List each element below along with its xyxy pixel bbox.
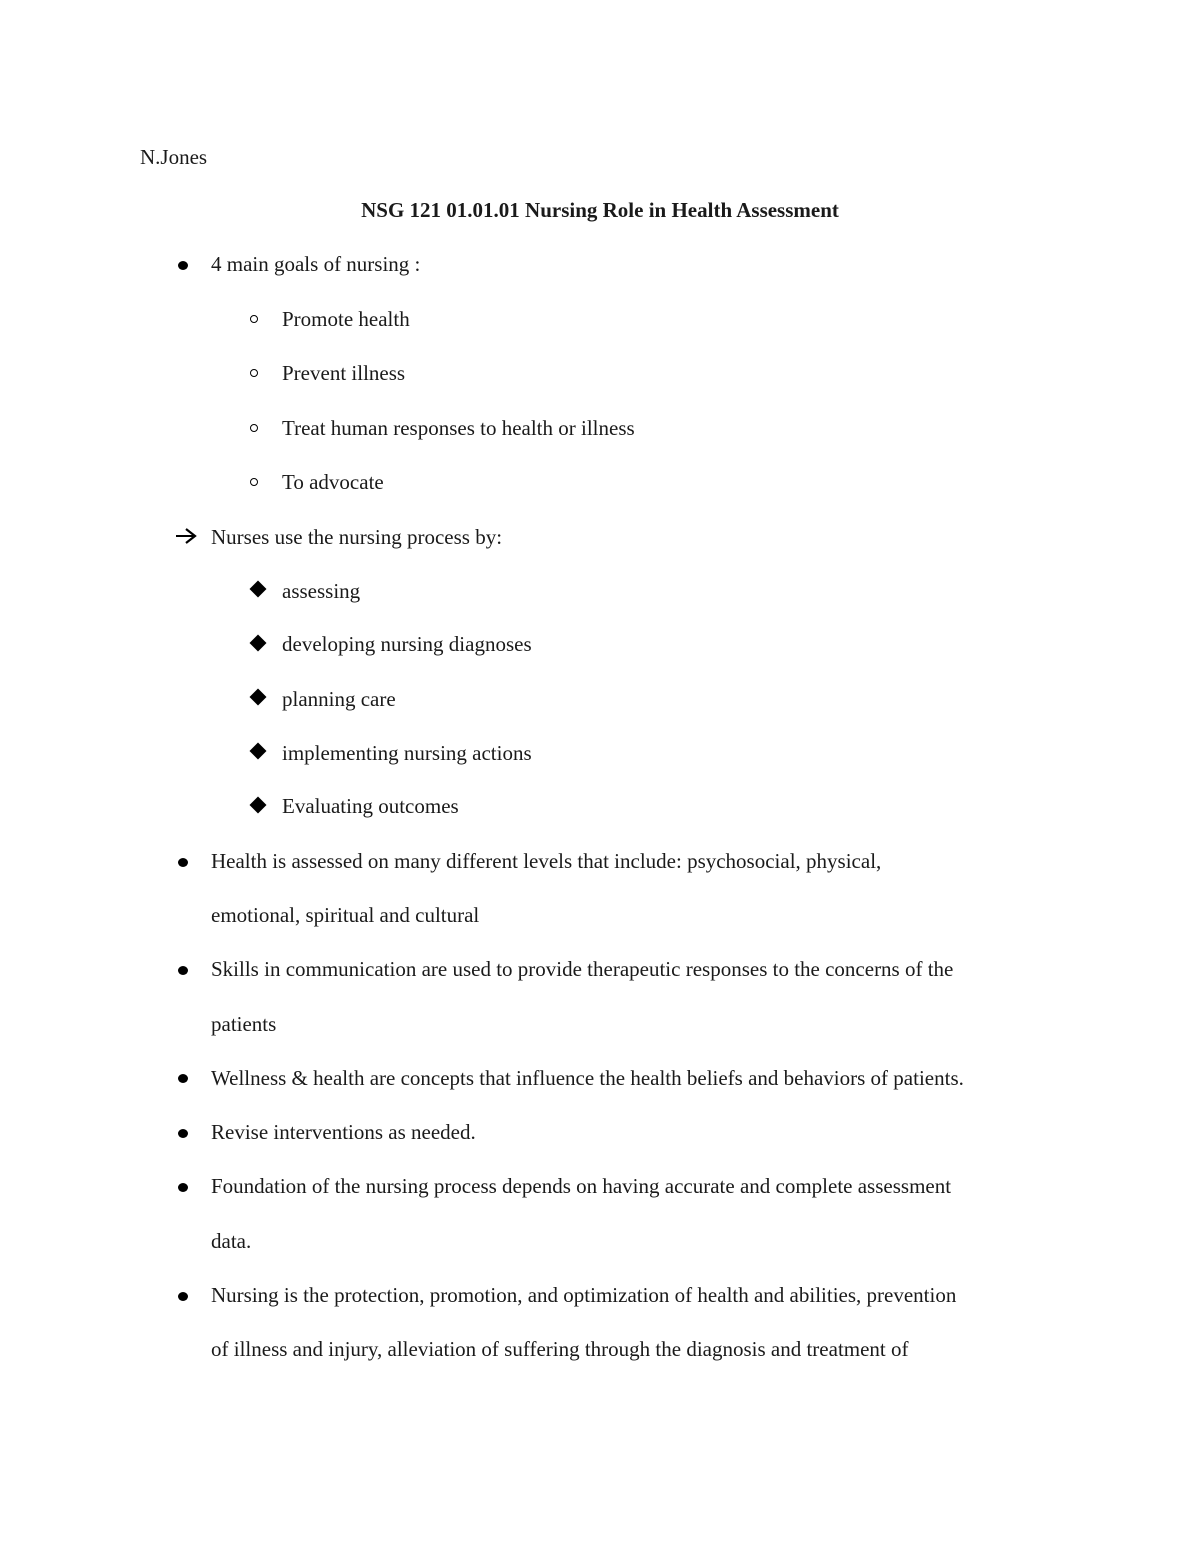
diamond-bullet-icon	[250, 743, 267, 760]
process-item: Evaluating outcomes	[282, 794, 459, 818]
bullet-text-line: Health is assessed on many different levels that include: psychosocial, physical,	[211, 849, 882, 873]
process-intro: Nurses use the nursing process by:	[211, 525, 503, 549]
document-title: NSG 121 01.01.01 Nursing Role in Health Assessment	[361, 198, 839, 222]
goal-item: Promote health	[282, 307, 410, 331]
arrow-right-icon	[175, 528, 199, 544]
bullet-text-line: Revise interventions as needed.	[211, 1120, 476, 1144]
bullet-dot-icon	[178, 1183, 188, 1192]
process-item: planning care	[282, 687, 396, 711]
diamond-bullet-icon	[250, 797, 267, 814]
process-item: developing nursing diagnoses	[282, 632, 532, 656]
hollow-circle-icon	[250, 478, 258, 486]
process-item: implementing nursing actions	[282, 741, 532, 765]
hollow-circle-icon	[250, 315, 258, 323]
hollow-circle-icon	[250, 369, 258, 377]
bullet-text-line: patients	[211, 1012, 277, 1036]
bullet-text-line: emotional, spiritual and cultural	[211, 903, 480, 927]
bullet-dot-icon	[178, 1292, 188, 1301]
diamond-bullet-icon	[250, 635, 267, 652]
hollow-circle-icon	[250, 424, 258, 432]
bullet-text-line: Nursing is the protection, promotion, and optimization of health and abilities, prevention	[211, 1283, 957, 1307]
diamond-bullet-icon	[250, 689, 267, 706]
goal-item: To advocate	[282, 470, 384, 494]
bullet-text-line: Skills in communication are used to provide therapeutic responses to the concerns of the	[211, 957, 954, 981]
goals-intro: 4 main goals of nursing :	[211, 252, 421, 276]
bullet-text-line: data.	[211, 1229, 252, 1253]
goal-item: Prevent illness	[282, 361, 406, 385]
bullet-dot-icon	[178, 261, 188, 270]
process-item: assessing	[282, 579, 361, 603]
bullet-dot-icon	[178, 1129, 188, 1138]
bullet-text-line: Wellness & health are concepts that influence the health beliefs and behaviors of patients.	[211, 1066, 964, 1090]
bullet-dot-icon	[178, 1074, 188, 1083]
goal-item: Treat human responses to health or illness	[282, 416, 635, 440]
bullet-text-line: of illness and injury, alleviation of suffering through the diagnosis and treatment of	[211, 1337, 909, 1361]
bullet-dot-icon	[178, 966, 188, 975]
diamond-bullet-icon	[250, 581, 267, 598]
bullet-text-line: Foundation of the nursing process depends on having accurate and complete assessment	[211, 1174, 952, 1198]
bullet-dot-icon	[178, 858, 188, 867]
author-name: N.Jones	[140, 145, 208, 169]
